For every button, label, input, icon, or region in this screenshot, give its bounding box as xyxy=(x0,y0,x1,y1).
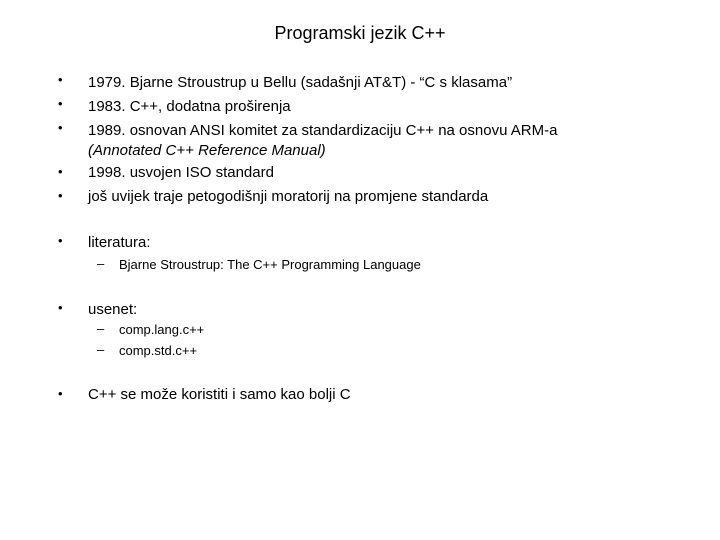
bullet-marker: • xyxy=(58,72,63,87)
bullet-marker: • xyxy=(58,120,63,135)
sub-list-item: comp.lang.c++ xyxy=(119,322,205,337)
list-item: 1998. usvojen ISO standard xyxy=(88,164,274,181)
sub-list-item: Bjarne Stroustrup: The C++ Programming Language xyxy=(119,257,421,272)
bullet-marker: • xyxy=(58,164,63,179)
bullet-marker: • xyxy=(58,233,63,248)
list-item-continuation: (Annotated C++ Reference Manual) xyxy=(88,142,326,159)
bullet-marker: • xyxy=(58,386,63,401)
list-item: još uvijek traje petogodišnji moratorij na promjene standarda xyxy=(88,188,489,205)
list-item: usenet: xyxy=(88,301,138,318)
sub-bullet-marker: – xyxy=(97,342,105,357)
sub-bullet-marker: – xyxy=(97,321,105,336)
slide-title: Programski jezik C++ xyxy=(274,23,446,43)
list-item: 1989. osnovan ANSI komitet za standardizaciju C++ na osnovu ARM-a xyxy=(88,122,558,139)
list-item: 1983. C++, dodatna proširenja xyxy=(88,98,291,115)
list-item: literatura: xyxy=(88,234,151,251)
list-item: 1979. Bjarne Stroustrup u Bellu (sadašnji AT&T) - “C s klasama” xyxy=(88,74,513,91)
sub-list-item: comp.std.c++ xyxy=(119,343,198,358)
sub-bullet-marker: – xyxy=(97,256,105,271)
list-item: C++ se može koristiti i samo kao bolji C xyxy=(88,386,351,403)
bullet-marker: • xyxy=(58,300,63,315)
bullet-marker: • xyxy=(58,188,63,203)
bullet-marker: • xyxy=(58,96,63,111)
